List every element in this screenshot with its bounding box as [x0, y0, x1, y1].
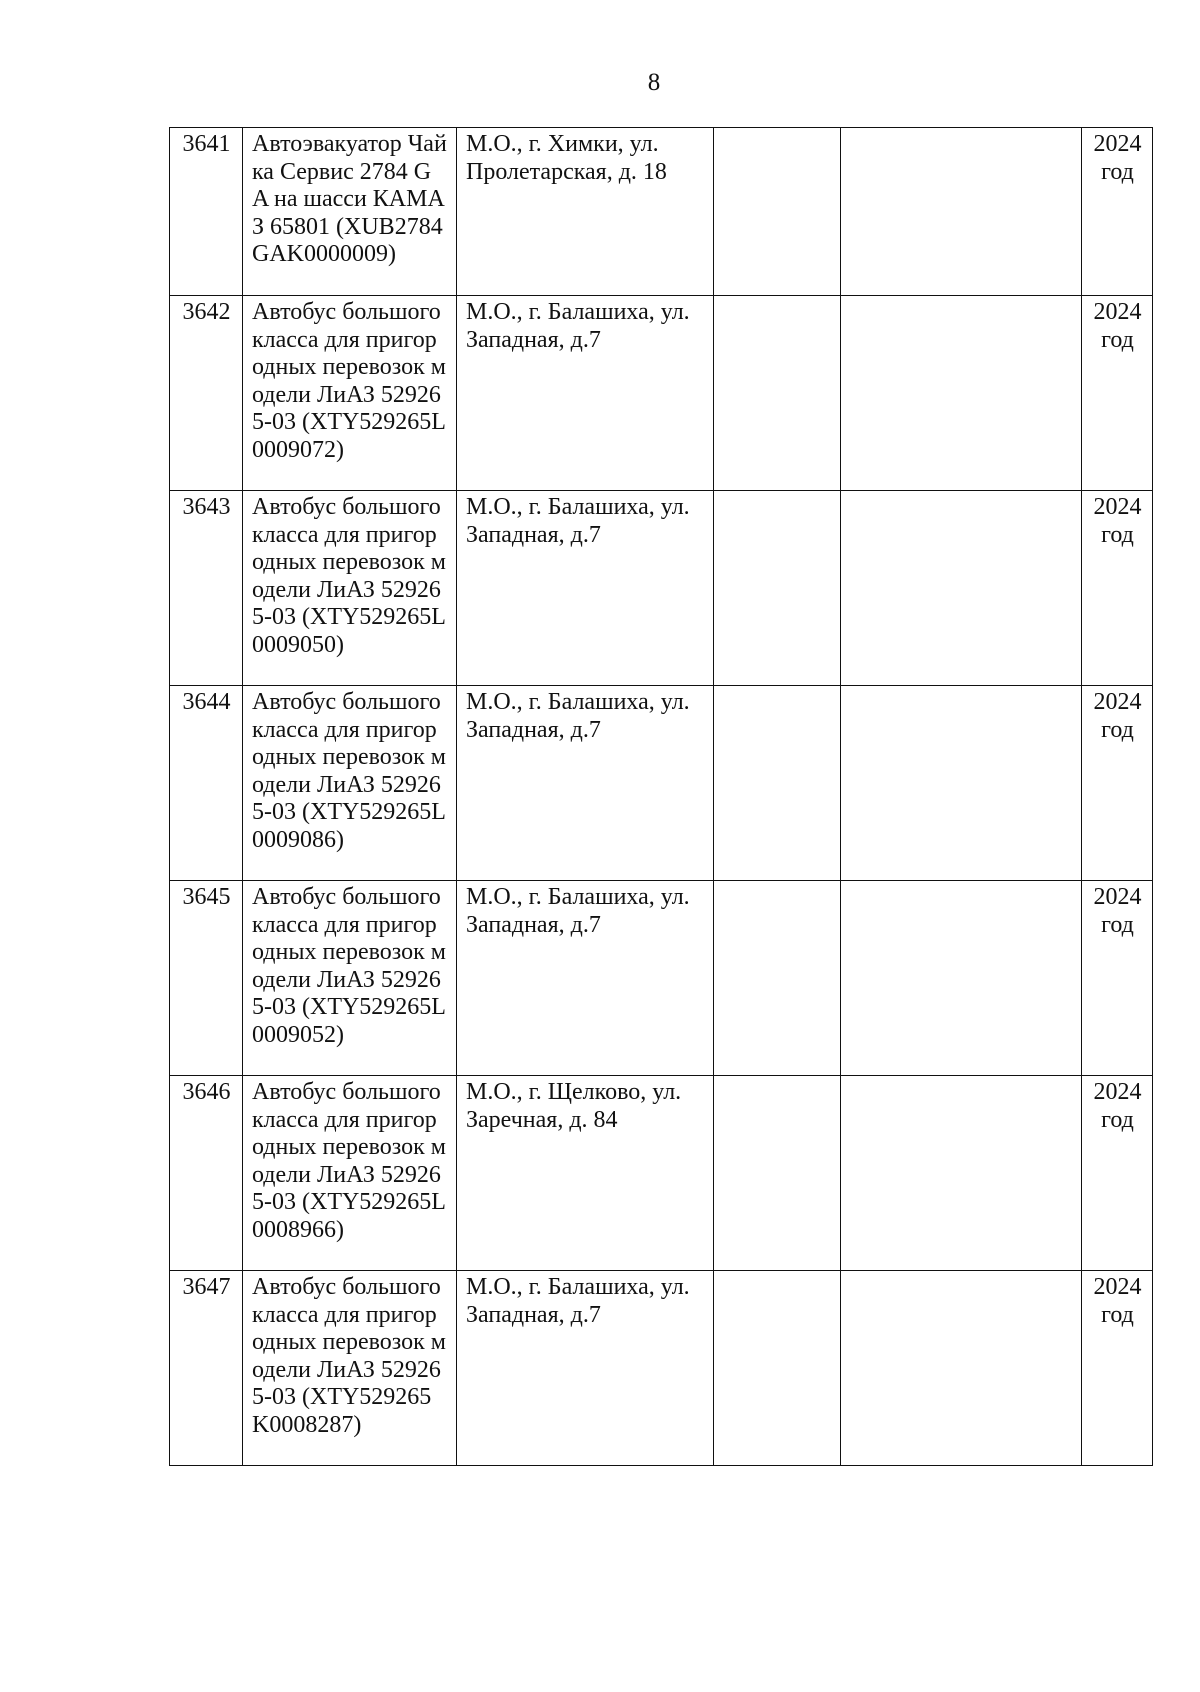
vehicle-name-cell: Автобус большого класса для пригородных перевозок модели ЛиАЗ 529265-03 (XTY529265L0009052)	[243, 881, 457, 1076]
year-unit: год	[1101, 716, 1134, 743]
table-row	[170, 491, 1153, 686]
year-unit: год	[1101, 158, 1134, 185]
row-number-cell: 3642	[170, 296, 243, 491]
empty-cell	[841, 1271, 1082, 1466]
address-cell: М.О., г. Балашиха, ул. Западная, д.7	[457, 296, 714, 491]
empty-cell	[714, 1271, 841, 1466]
row-number-cell: 3645	[170, 881, 243, 1076]
table-row	[170, 1076, 1153, 1271]
year-value: 2024	[1093, 1274, 1142, 1300]
page-number: 8	[647, 69, 661, 96]
address-cell: М.О., г. Балашиха, ул. Западная, д.7	[457, 686, 714, 881]
year-cell	[1082, 881, 1153, 1076]
year-unit: год	[1101, 1106, 1134, 1133]
row-number-cell: 3644	[170, 686, 243, 881]
table-row	[170, 686, 1153, 881]
table-row	[170, 881, 1153, 1076]
empty-cell	[714, 491, 841, 686]
year-value: 2024	[1093, 884, 1142, 910]
empty-cell	[714, 881, 841, 1076]
year-unit: год	[1101, 911, 1134, 938]
year-cell	[1082, 1271, 1153, 1466]
empty-cell	[841, 881, 1082, 1076]
vehicle-name-cell: Автоэвакуатор Чайка Сервис 2784 GA на шасси КАМАЗ 65801 (XUB2784GAK0000009)	[243, 128, 457, 296]
empty-cell	[841, 491, 1082, 686]
empty-cell	[841, 128, 1082, 296]
vehicle-name-cell: Автобус большого класса для пригородных перевозок модели ЛиАЗ 529265-03 (XTY529265L0009086)	[243, 686, 457, 881]
vehicle-registry-table	[169, 127, 1153, 1466]
vehicle-name-cell: Автобус большого класса для пригородных перевозок модели ЛиАЗ 529265-03 (XTY529265L0008966)	[243, 1076, 457, 1271]
address-cell: М.О., г. Химки, ул. Пролетарская, д. 18	[457, 128, 714, 296]
row-number-cell: 3643	[170, 491, 243, 686]
year-value: 2024	[1093, 689, 1142, 715]
empty-cell	[841, 1076, 1082, 1271]
year-value: 2024	[1093, 299, 1142, 325]
year-value: 2024	[1093, 131, 1142, 157]
year-unit: год	[1101, 1301, 1134, 1328]
year-cell	[1082, 1076, 1153, 1271]
vehicle-name-cell: Автобус большого класса для пригородных перевозок модели ЛиАЗ 529265-03 (XTY529265L0009050)	[243, 491, 457, 686]
address-cell: М.О., г. Балашиха, ул. Западная, д.7	[457, 1271, 714, 1466]
vehicle-name-cell: Автобус большого класса для пригородных перевозок модели ЛиАЗ 529265-03 (XTY529265L0009072)	[243, 296, 457, 491]
table-row	[170, 128, 1153, 296]
year-unit: год	[1101, 326, 1134, 353]
row-number-cell: 3646	[170, 1076, 243, 1271]
empty-cell	[841, 296, 1082, 491]
year-cell	[1082, 686, 1153, 881]
table-row	[170, 296, 1153, 491]
year-value: 2024	[1093, 1079, 1142, 1105]
year-cell	[1082, 491, 1153, 686]
empty-cell	[714, 128, 841, 296]
empty-cell	[714, 1076, 841, 1271]
year-value: 2024	[1093, 494, 1142, 520]
empty-cell	[714, 296, 841, 491]
empty-cell	[841, 686, 1082, 881]
table-row	[170, 1271, 1153, 1466]
year-unit: год	[1101, 521, 1134, 548]
address-cell: М.О., г. Балашиха, ул. Западная, д.7	[457, 491, 714, 686]
empty-cell	[714, 686, 841, 881]
row-number-cell: 3641	[170, 128, 243, 296]
row-number-cell: 3647	[170, 1271, 243, 1466]
year-cell	[1082, 128, 1153, 296]
vehicle-name-cell: Автобус большого класса для пригородных перевозок модели ЛиАЗ 529265-03 (XTY529265K0008287)	[243, 1271, 457, 1466]
year-cell	[1082, 296, 1153, 491]
address-cell: М.О., г. Щелково, ул. Заречная, д. 84	[457, 1076, 714, 1271]
address-cell: М.О., г. Балашиха, ул. Западная, д.7	[457, 881, 714, 1076]
